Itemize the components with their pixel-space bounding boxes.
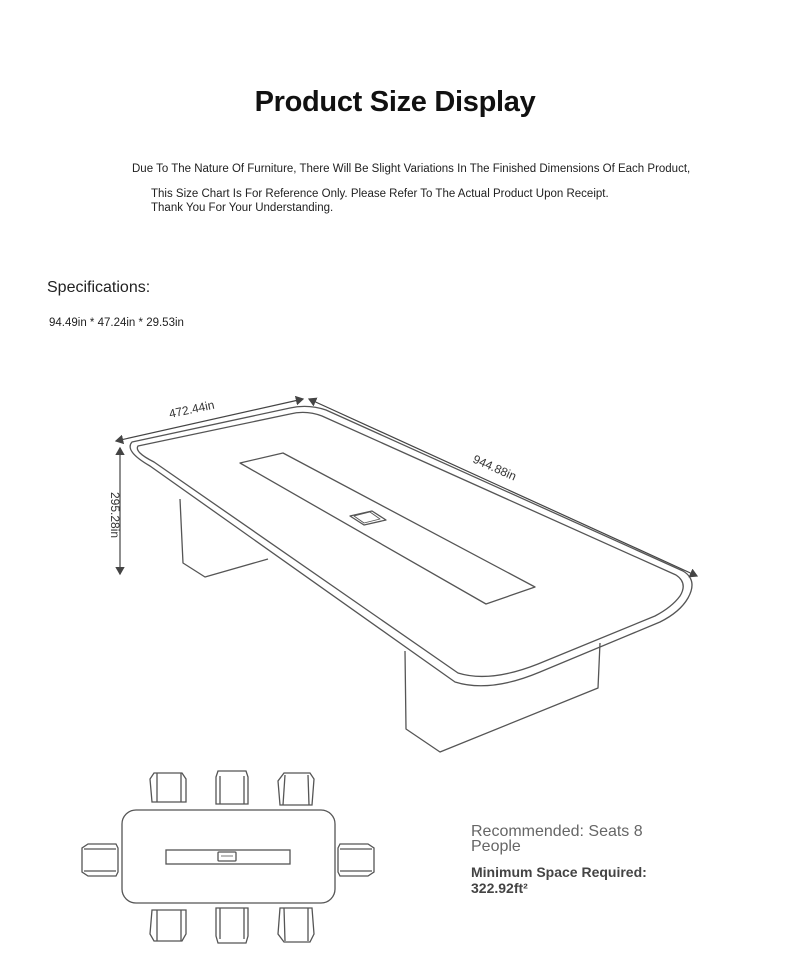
- specifications-value: 94.49in * 47.24in * 29.53in: [49, 317, 184, 329]
- chair-top-right: [278, 773, 314, 805]
- notice-line-3: Thank You For Your Understanding.: [151, 202, 334, 214]
- specifications-heading: Specifications:: [47, 279, 151, 296]
- notice-line-1: Due To The Nature Of Furniture, There Will Be Slight Variations In The Finished Dimensions Of Each Product,: [132, 163, 691, 175]
- height-dimension-label: 295.28in: [108, 492, 122, 539]
- chair-top-center: [216, 771, 248, 804]
- seating-plan: [82, 771, 374, 943]
- table-grommet: [350, 511, 386, 525]
- chair-right-end: [338, 844, 374, 876]
- recommended-seating: Recommended: Seats 8 People: [471, 823, 643, 855]
- table-top-outer: [130, 406, 692, 685]
- chair-bottom-right: [278, 908, 314, 942]
- table-top-rim: [137, 412, 683, 676]
- seating-plan-grommet: [218, 852, 236, 861]
- minimum-space-value: 322.92ft²: [471, 880, 528, 896]
- page-title: Product Size Display: [254, 86, 536, 118]
- chair-top-left: [150, 773, 186, 802]
- minimum-space-label: Minimum Space Required:: [471, 864, 647, 880]
- minimum-space-block: [471, 864, 691, 896]
- notice-line-2: This Size Chart Is For Reference Only. Please Refer To The Actual Product Upon Receipt.: [151, 188, 609, 200]
- length-dimension-label: 944.88in: [470, 451, 519, 484]
- table-perspective-drawing: [130, 406, 692, 752]
- cable-tray: [240, 453, 535, 604]
- chair-bottom-center: [216, 908, 248, 943]
- chair-bottom-left: [150, 910, 186, 941]
- seating-plan-table: [122, 810, 335, 903]
- length-dimension-arrow: [309, 399, 697, 576]
- width-dimension-label: 472.44in: [167, 397, 216, 421]
- chair-left-end: [82, 844, 118, 876]
